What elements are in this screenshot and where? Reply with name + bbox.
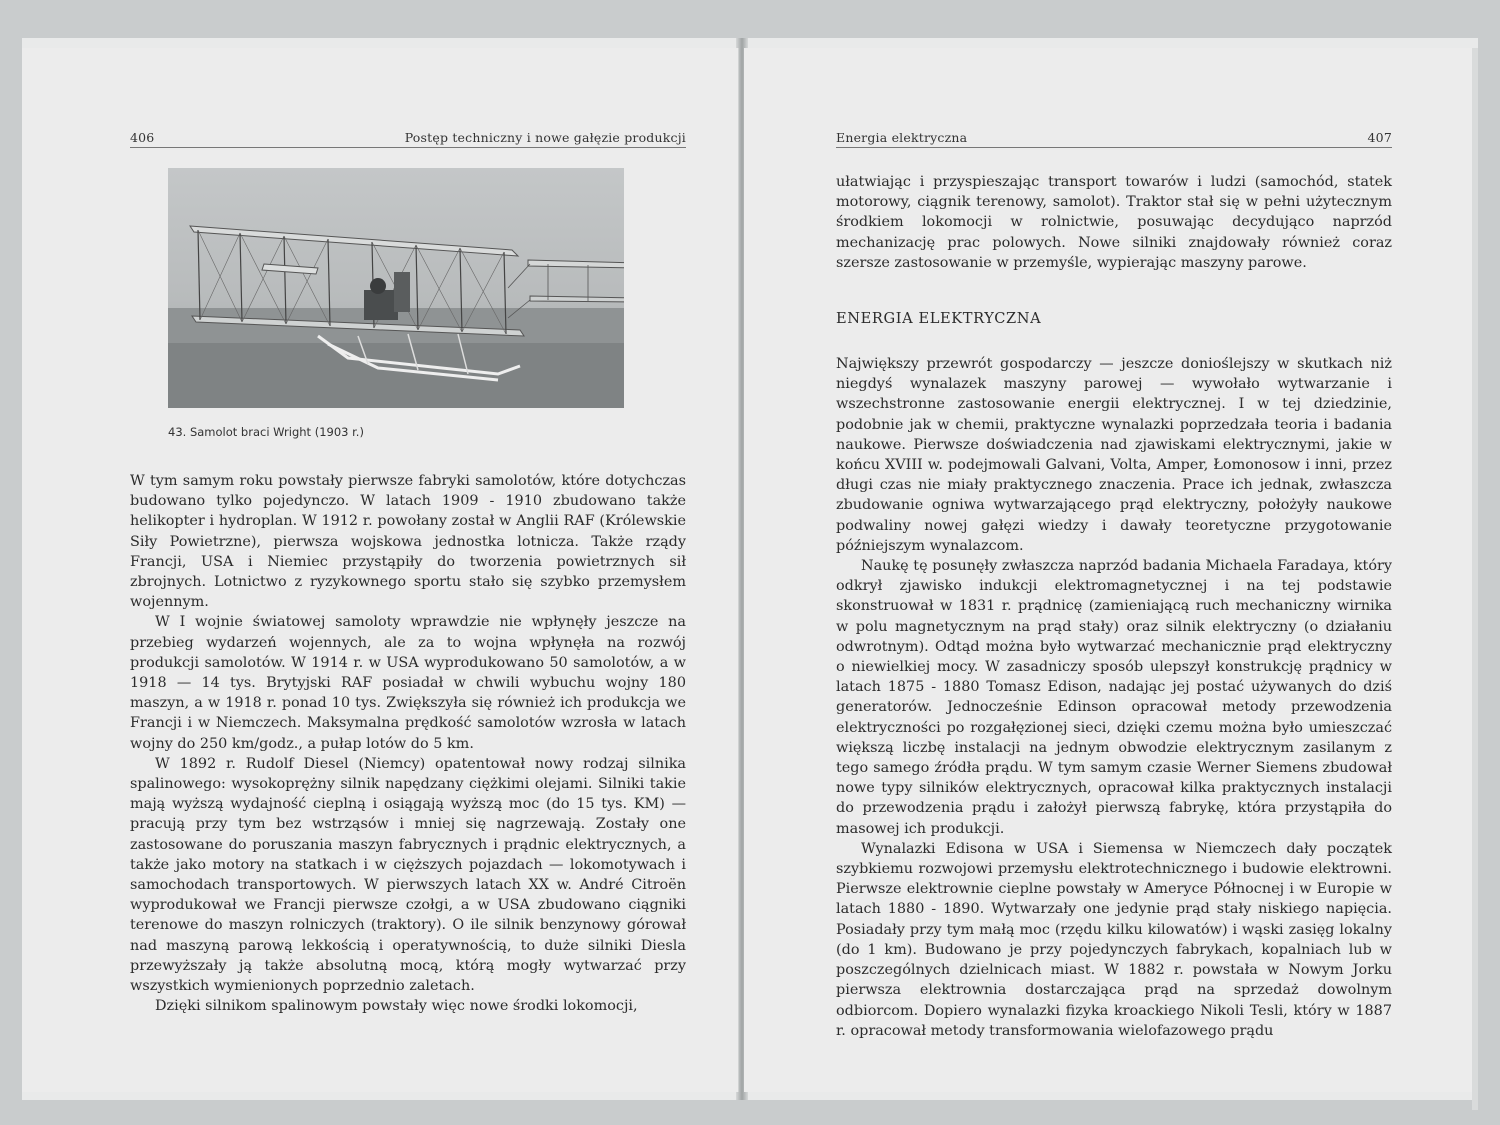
left-paragraph-4: Dzięki silnikom spalinowym powstały więc nowe środki lokomocji,: [155, 998, 638, 1015]
left-paragraph-1: W tym samym roku powstały pierwsze fabryki samolotów, które dotychczas budowano tylko pojedynczo. W latach 1909 - 1910 zbudowano także helikopter i hydroplan. W 1912 r. powołany został w Anglii RAF (Królewskie Siły Powietrzne), pierwsza wojskowa jednostka lotnicza. Także rządy Francji, USA i Niemiec przystąpiły do tworzenia powietrznych sił zbrojnych. Lotnictwo z ryzykownego sportu stało się szybko przemysłem wojennym.: [130, 473, 686, 611]
right-page: [744, 48, 1478, 1092]
figure-caption: 43. Samolot braci Wright (1903 r.): [168, 425, 364, 439]
right-running-header: [836, 130, 1392, 148]
left-running-title: Postęp techniczny i nowe gałęzie produkcji: [404, 130, 686, 145]
right-running-title: Energia elektryczna: [836, 130, 968, 145]
right-paragraph-3: Wynalazki Edisona w USA i Siemensa w Niemczech dały początek szybkiemu rozwojowi przemysłu elektrotechnicznego i budowie elektrowni. Pierwsze elektrownie cieplne powstały w Ameryce Północnej i w Europie w latach 1880 - 1890. Wytwarzały one jedynie prąd stały niskiego napięcia. Posiadały przy tym małą moc (rzędu kilku kilowatów) i wąski zasięg lokalny (do 1 km). Budowano je przy pojedynczych fabrykach, kopalniach lub w poszczególnych dzielnicach miast. W 1882 r. powstała w Nowym Jorku pierwsza elektrownia dostarczająca prąd na sprzedaż dowolnym odbiorcom. Dopiero wynalazki fizyka kroackiego Nikoli Tesli, który w 1887 r. opracował metody transformowania wielofazowego prądu: [836, 840, 1392, 1039]
left-paragraph-2: W I wojnie światowej samoloty wprawdzie nie wpłynęły jeszcze na przebieg wydarzeń wojennych, ale za to wojna wpłynęła na rozwój produkcji samolotów. W 1914 r. w USA wyprodukowano 50 samolotów, a w 1918 — 14 tys. Brytyjski RAF posiadał w chwili wybuchu wojny 180 maszyn, a w 1918 r. ponad 10 tys. Zwiększyła się również ich produkcja we Francji i w Niemczech. Maksymalna prędkość samolotów wzrosła w latach wojny do 250 km/godz., a pułap lotów do 5 km.: [130, 614, 686, 752]
book-spread: [22, 38, 1478, 1100]
left-page-body: [130, 471, 686, 1016]
right-page-number: 407: [1367, 130, 1392, 145]
wright-airplane-photo: [168, 168, 624, 408]
right-opening-paragraph: ułatwiając i przyspieszając transport towarów i ludzi (samochód, statek motorowy, ciągnik terenowy, samolot). Traktor stał się w pełni użytecznym środkiem lokomocji w rolnictwie, posuwając decydująco naprzód mechanizację prac polowych. Nowe silniki znajdowały również coraz szersze zastosowanie w przemyśle, wypierając maszyny parowe.: [836, 174, 1392, 271]
section-heading: ENERGIA ELEKTRYCZNA: [836, 310, 1042, 327]
right-paragraph-2: Naukę tę posunęły zwłaszcza naprzód badania Michaela Faradaya, który odkrył zjawisko indukcji elektromagnetycznej i na tej podstawie skonstruował w 1831 r. prądnicę (zamieniającą ruch mechaniczny wirnika w polu magnetycznym na prąd stały) oraz silnik elektryczny (o działaniu odwrotnym). Odtąd można było wytwarzać mechanicznie prąd elektryczny o niewielkiej mocy. W zasadniczy sposób ulepszył konstrukcję prądnicy w latach 1875 - 1880 Tomasz Edison, nadając jej postać używanych do dziś generatorów. Jednocześnie Edinson opracował metody przewodzenia elektryczności po rozgałęzionej sieci, dzięki czemu można było umieszczać większą liczbę instalacji na jednym obwodzie elektrycznym zasilanym z tego samego źródła prądu. W tym samym czasie Werner Siemens zbudował nowe typy silników elektrycznych, opracował kilka praktycznych instalacji do przewodzenia prądu i założył pierwszą fabrykę, która przystąpiła do masowej ich produkcji.: [836, 558, 1392, 837]
left-page: [22, 48, 739, 1092]
left-page-number: 406: [130, 130, 155, 145]
right-page-body: [836, 354, 1392, 1041]
right-opening-text: [836, 172, 1392, 273]
page-edge: [1472, 48, 1478, 1110]
right-paragraph-1: Największy przewrót gospodarczy — jeszcze donioślejszy w skutkach niż niegdyś wynalazek maszyny parowej — wywołało wytwarzanie i wszechstronne zastosowanie energii elektrycznej. I w tej dziedzinie, podobnie jak w chemii, praktyczne wynalazki poprzedzała teoria i badania naukowe. Pierwsze doświadczenia nad zjawiskami elektrycznymi, jakie w końcu XVIII w. podejmowali Galvani, Volta, Amper, Łomonosow i inni, przez długi czas nie miały praktycznego znaczenia. Prace ich jednak, zwłaszcza zbudowanie ogniwa wytwarzającego prąd elektryczny, położyły naukowe podwaliny nowej gałęzi wiedzy i dawały teoretyczne przygotowanie późniejszym wynalazcom.: [836, 356, 1392, 554]
left-running-header: [130, 130, 686, 148]
biplane-illustration: [168, 168, 624, 408]
left-paragraph-3: W 1892 r. Rudolf Diesel (Niemcy) opatentował nowy rodzaj silnika spalinowego: wysokoprężny silnik napędzany ciężkimi olejami. Silniki takie mają wyższą wydajność cieplną i osiągają wyższą moc (do 15 tys. KM) — pracują przy tym bez wstrząsów i mniej się nagrzewają. Zostały one zastosowane do poruszania maszyn fabrycznych i prądnic elektrycznych, a także jako motory na statkach i w cięższych pojazdach — lokomotywach i samochodach transportowych. W pierwszych latach XX w. André Citroën wyprodukował we Francji pierwsze czołgi, a w USA zbudowano ciągniki terenowe do maszyn rolniczych (traktory). O ile silnik benzynowy górował nad maszyną parową lekkością i operatywnością, to duże silniki Diesla przewyższały ją także absolutną mocą, którą mogły wytwarzać przy wszystkich wymienionych poprzednio zaletach.: [130, 755, 686, 995]
